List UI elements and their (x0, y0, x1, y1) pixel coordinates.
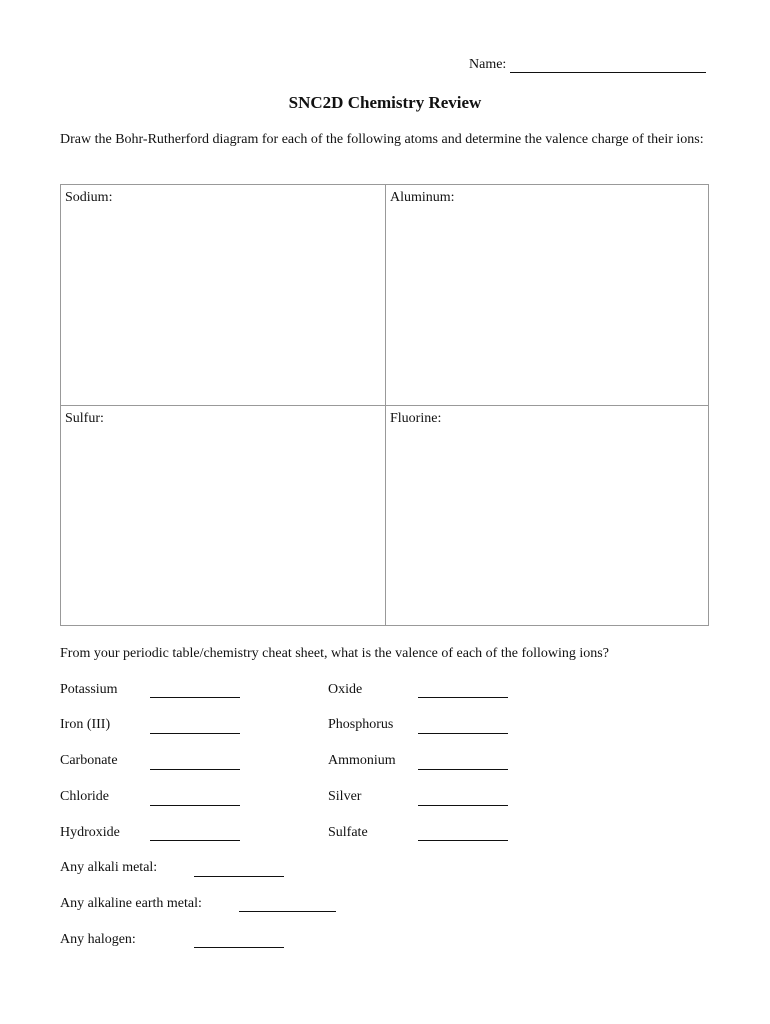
atom-label: Fluorine: (390, 411, 442, 426)
atom-box-fluorine[interactable] (386, 406, 708, 625)
name-row (469, 57, 706, 73)
ion-label: Phosphorus (328, 717, 394, 732)
ion-label: Carbonate (60, 753, 118, 768)
answer-blank[interactable] (418, 805, 508, 806)
ion-label: Oxide (328, 682, 363, 697)
ion-label: Sulfate (328, 825, 368, 840)
group-label: Any alkaline earth metal: (60, 896, 202, 911)
ion-label: Ammonium (328, 753, 396, 768)
name-blank[interactable] (510, 58, 706, 73)
answer-blank[interactable] (150, 769, 240, 770)
name-label: Name: (469, 57, 507, 72)
answer-blank[interactable] (194, 876, 284, 877)
ion-label: Chloride (60, 789, 109, 804)
answer-blank[interactable] (418, 733, 508, 734)
instructions: Draw the Bohr-Rutherford diagram for each of the following atoms and determine the valence charge of their ions: (60, 132, 704, 147)
page-title: SNC2D Chemistry Review (288, 93, 482, 112)
valence-question: From your periodic table/chemistry cheat sheet, what is the valence of each of the following ions? (60, 646, 609, 661)
ion-label: Iron (III) (60, 717, 111, 732)
answer-blank[interactable] (239, 911, 336, 912)
ion-label: Hydroxide (60, 825, 120, 840)
group-label: Any alkali metal: (60, 860, 158, 875)
answer-blank[interactable] (418, 697, 508, 698)
answer-blank[interactable] (150, 805, 240, 806)
atom-label: Aluminum: (390, 190, 455, 205)
atom-box-aluminum[interactable] (386, 185, 708, 406)
atom-box-sulfur[interactable] (61, 406, 386, 625)
bohr-diagram-grid (60, 184, 709, 626)
answer-blank[interactable] (418, 840, 508, 841)
atom-box-sodium[interactable] (61, 185, 386, 406)
answer-blank[interactable] (194, 947, 284, 948)
answer-blank[interactable] (150, 697, 240, 698)
atom-label: Sodium: (65, 190, 113, 205)
answer-blank[interactable] (150, 840, 240, 841)
ion-label: Silver (328, 789, 362, 804)
answer-blank[interactable] (418, 769, 508, 770)
ion-label: Potassium (60, 682, 118, 697)
answer-blank[interactable] (150, 733, 240, 734)
atom-label: Sulfur: (65, 411, 104, 426)
group-label: Any halogen: (60, 932, 136, 947)
